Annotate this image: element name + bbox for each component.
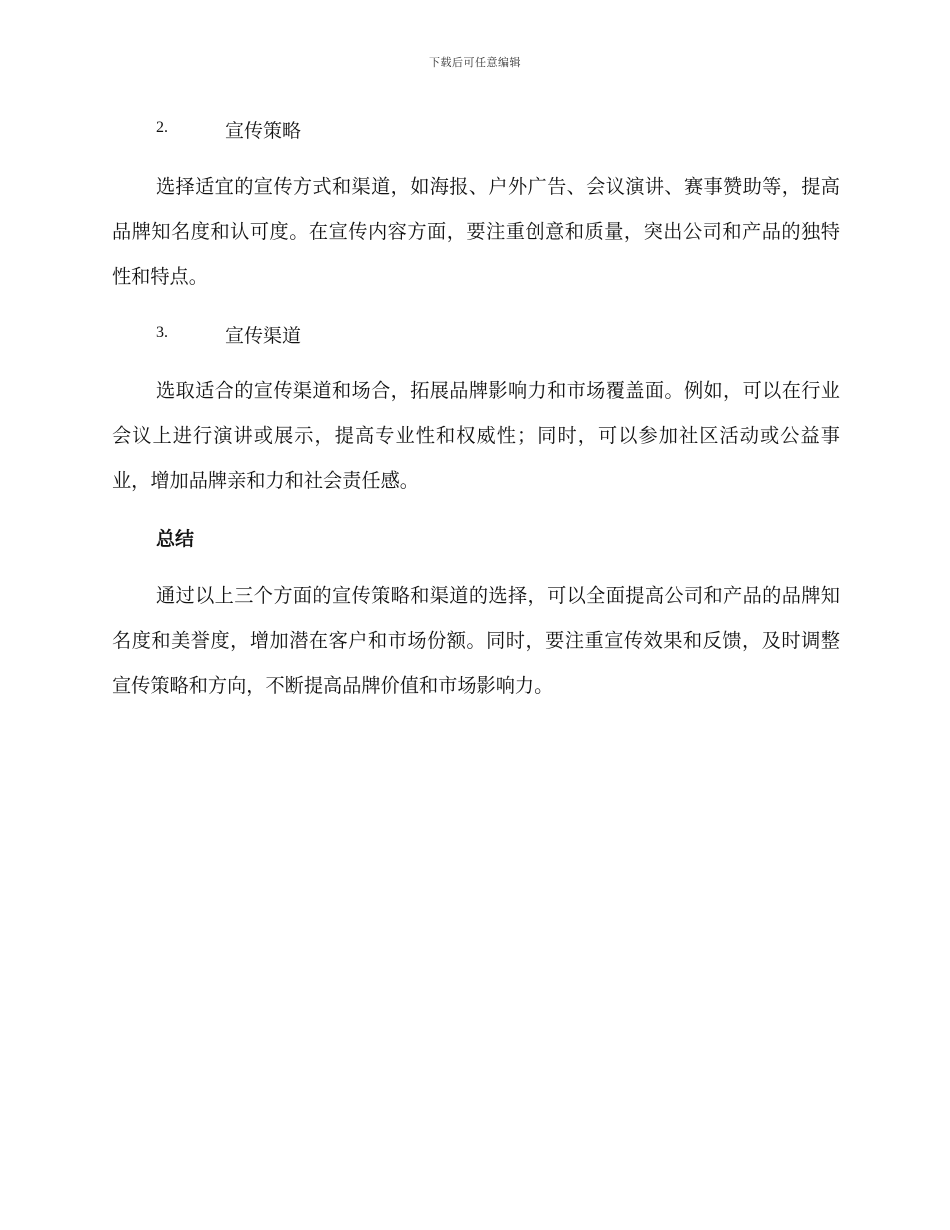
section-paragraph: 选取适合的宣传渠道和场合，拓展品牌影响力和市场覆盖面。例如，可以在行业会议上进行演讲或展示，提高专业性和权威性；同时，可以参加社区活动或公益事业，增加品牌亲和力和社会责任感。 (112, 379, 840, 492)
summary-paragraph: 通过以上三个方面的宣传策略和渠道的选择，可以全面提高公司和产品的品牌知名度和美誉度，增加潜在客户和市场份额。同时，要注重宣传效果和反馈，及时调整宣传策略和方向，不断提高品牌价值和市场影响力。 (112, 584, 840, 697)
summary-heading: 总结 (156, 528, 195, 550)
section-title: 宣传策略 (225, 120, 302, 142)
section-title: 宣传渠道 (225, 325, 302, 347)
section-paragraph: 选择适宜的宣传方式和渠道，如海报、户外广告、会议演讲、赛事赞助等，提高品牌知名度和认可度。在宣传内容方面，要注重创意和质量，突出公司和产品的独特性和特点。 (112, 175, 840, 288)
page-header-note: 下载后可任意编辑 (429, 56, 521, 69)
section-number: 3. (156, 324, 168, 341)
section-number: 2. (156, 119, 168, 136)
